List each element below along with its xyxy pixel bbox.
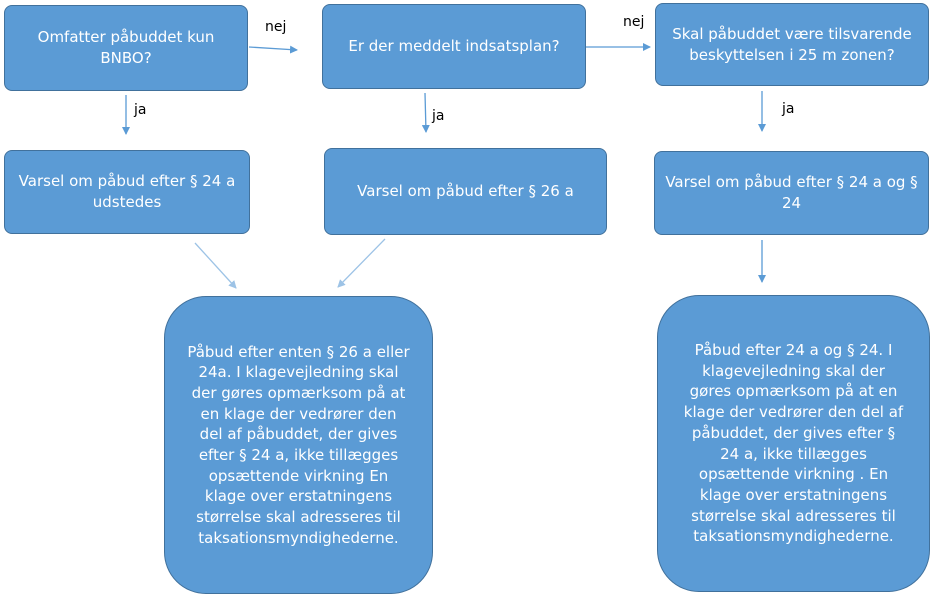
label-yes-2: ja [432, 108, 445, 124]
question-25m-zone [655, 3, 929, 86]
arrow-q2-to-v2 [425, 93, 426, 132]
order-26a-or-24a [164, 296, 433, 594]
notice-26a-text: Varsel om påbud efter § 26 a [357, 182, 574, 201]
label-no-1: nej [265, 19, 287, 35]
question-action-plan [322, 4, 586, 89]
label-yes-3: ja [782, 101, 795, 117]
label-no-2: nej [623, 14, 645, 30]
arrow-v1-to-p1 [195, 243, 236, 288]
notice-24a-and-24-text: Varsel om påbud efter § 24 a og § 24 [665, 173, 918, 212]
question-bnbo-only-text: Omfatter påbuddet kun BNBO? [37, 28, 215, 67]
arrow-q1-to-q2 [249, 47, 297, 50]
notice-26a [324, 148, 607, 235]
label-yes-1: ja [134, 102, 147, 118]
question-action-plan-text: Er der meddelt indsatsplan? [348, 37, 560, 56]
order-24a-and-24 [657, 295, 930, 592]
question-25m-zone-text: Skal påbuddet være tilsvarende beskyttelsen i 25 m zonen? [672, 24, 912, 64]
notice-24a-text: Varsel om påbud efter § 24 a udstedes [18, 172, 236, 211]
arrow-v2-to-p1 [338, 239, 385, 287]
question-bnbo-only [4, 5, 248, 91]
order-26a-or-24a-text: Påbud efter enten § 26 a eller 24a. I klagevejledning skal der gøres opmærksom på at en klage der vedrører den del af påbuddet, der gives efter § 24 a, ikke tillægges opsættende virkning En klage over erstatningens størrelse skal adresseres til taksationsmyndighederne. [187, 342, 410, 547]
notice-24a-and-24 [654, 151, 929, 235]
order-24a-and-24-text: Påbud efter 24 a og § 24. I klagevejledning skal der gøres opmærksom på at en klage der vedrører den del af påbuddet, der gives efter § 24 a, ikke tillægges opsættende virkning . En klage over erstatningens størrelse skal adresseres til taksationsmyndighederne. [683, 341, 904, 546]
notice-24a [4, 150, 250, 234]
